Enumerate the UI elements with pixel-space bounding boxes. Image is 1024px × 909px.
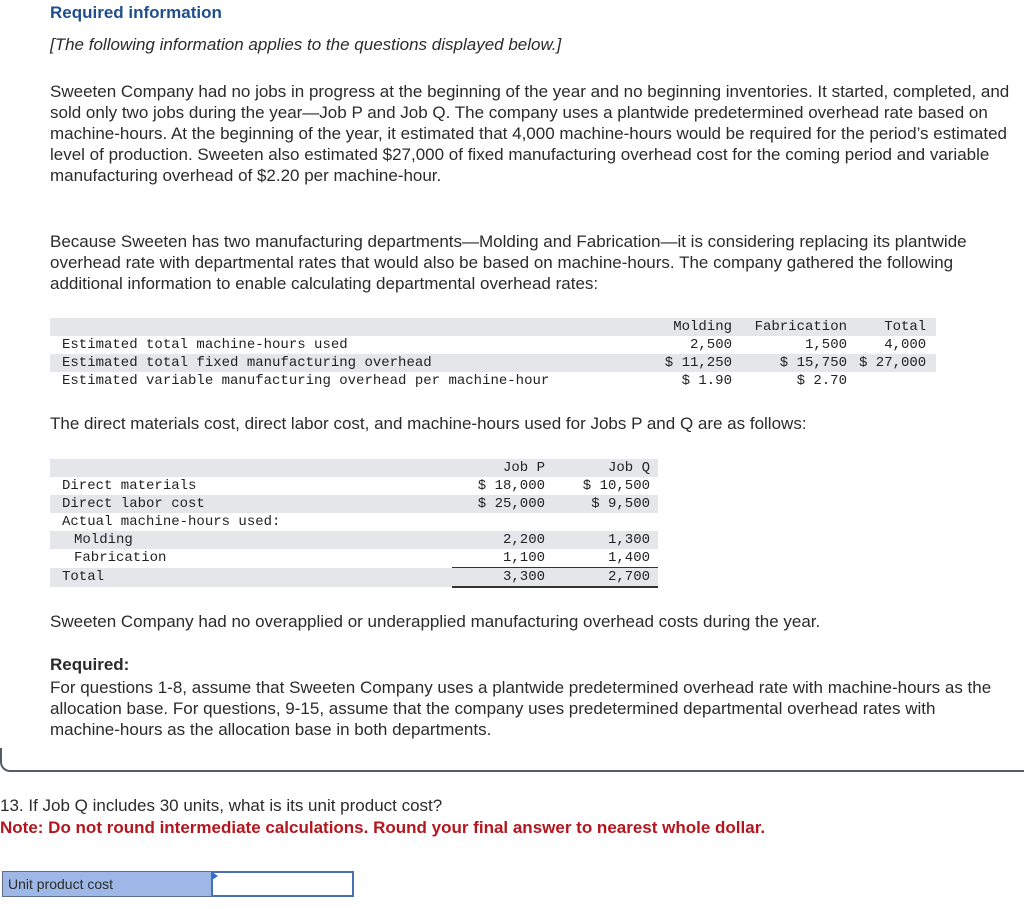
cell-job-p: 2,200 [452, 531, 553, 549]
cell-total: $ 27,000 [859, 354, 936, 372]
intro-paragraph-1: Sweeten Company had no jobs in progress at the beginning of the year and no beginning inventories. It started, completed, and sold only two jobs during the year—Job P and Job Q. The company uses a plantwide predetermined overhead rate based on machine-hours. At the beginning of the year, it estimated that 4,000 machine-hours would be required for the period’s estimated level of production. Sweeten also estimated $27,000 of fixed manufacturing overhead cost for the coming period and variable manufacturing overhead of $2.20 per machine-hour. [50, 82, 1010, 185]
table-row [50, 513, 658, 531]
unit-product-cost-input[interactable] [212, 871, 354, 897]
intro-paragraph-2: Because Sweeten has two manufacturing departments—Molding and Fabrication—it is considering replacing its plantwide overhead rate with departmental rates that would also be based on machine-hours. The company gathered the following additional information to enable calculating departmental overhead rates: [50, 232, 967, 293]
cell-job-q: 2,700 [553, 568, 658, 588]
col-header-job-p: Job P [452, 459, 553, 477]
question-note: Note: Do not round intermediate calculations. Round your final answer to nearest whole dollar. [0, 818, 766, 837]
cell-job-p: $ 18,000 [477, 478, 545, 494]
section-title: Required information [50, 3, 222, 22]
cell-job-q: 1,400 [607, 550, 650, 566]
row-label: Estimated total fixed manufacturing overhead [50, 354, 637, 372]
col-header-job-q: Job Q [553, 459, 658, 477]
cell-job-p [452, 513, 553, 531]
cell-job-p: 1,100 [502, 550, 545, 566]
cell-molding: $ 11,250 [637, 354, 744, 372]
cell-fabrication: 1,500 [804, 337, 847, 353]
answer-label: Unit product cost [2, 871, 212, 897]
jobs-intro-paragraph: The direct materials cost, direct labor cost, and machine-hours used for Jobs P and Q are as follows: [50, 414, 807, 433]
cell-fabrication: $ 2.70 [796, 373, 847, 389]
section-divider [0, 748, 1024, 772]
cell-job-q: $ 9,500 [553, 495, 658, 513]
table-row [50, 549, 658, 568]
row-label: Fabrication [74, 550, 167, 567]
cell-job-p: 3,300 [452, 568, 553, 588]
cell-job-q [553, 513, 658, 531]
section-subtitle: [The following information applies to the questions displayed below.] [50, 35, 562, 54]
cell-job-q: 1,300 [553, 531, 658, 549]
cell-total: 4,000 [884, 337, 927, 353]
row-label: Direct labor cost [50, 495, 452, 513]
row-label: Estimated total machine-hours used [62, 337, 348, 353]
table-row [50, 477, 658, 495]
jobs-cost-table [50, 459, 658, 588]
overhead-statement: Sweeten Company had no overapplied or underapplied manufacturing overhead costs during the year. [50, 612, 821, 631]
table-row-total [50, 568, 658, 588]
table-row [50, 495, 658, 513]
question-text: 13. If Job Q includes 30 units, what is its unit product cost? [0, 796, 443, 815]
cell-job-p: $ 25,000 [452, 495, 553, 513]
col-header-total: Total [859, 318, 936, 336]
cell-molding: $ 1.90 [681, 373, 732, 389]
required-heading: Required: [50, 655, 130, 674]
cell-fabrication: $ 15,750 [744, 354, 859, 372]
table-header-row [50, 318, 936, 336]
row-label: Total [50, 568, 452, 588]
departmental-overhead-table [50, 318, 936, 390]
row-label: Actual machine-hours used: [62, 514, 281, 530]
row-label: Direct materials [62, 478, 197, 494]
table-row [50, 372, 936, 390]
table-row [50, 354, 936, 372]
input-flag-icon [212, 872, 218, 880]
required-text: For questions 1-8, assume that Sweeten Company uses a plantwide predetermined overhead rate with machine-hours as the allocation base. For questions, 9-15, assume that the company uses predetermined departmental overhead rates with machine-hours as the allocation base in both departments. [50, 678, 992, 739]
col-header-fabrication: Fabrication [744, 318, 859, 336]
table-row [50, 336, 936, 354]
row-label: Estimated variable manufacturing overhead per machine-hour [62, 373, 550, 389]
table-header-row [50, 459, 658, 477]
row-label: Molding [50, 531, 452, 549]
cell-job-q: $ 10,500 [582, 478, 650, 494]
cell-total [859, 372, 936, 390]
table-row [50, 531, 658, 549]
answer-row [2, 871, 354, 897]
cell-molding: 2,500 [689, 337, 732, 353]
col-header-molding: Molding [637, 318, 744, 336]
